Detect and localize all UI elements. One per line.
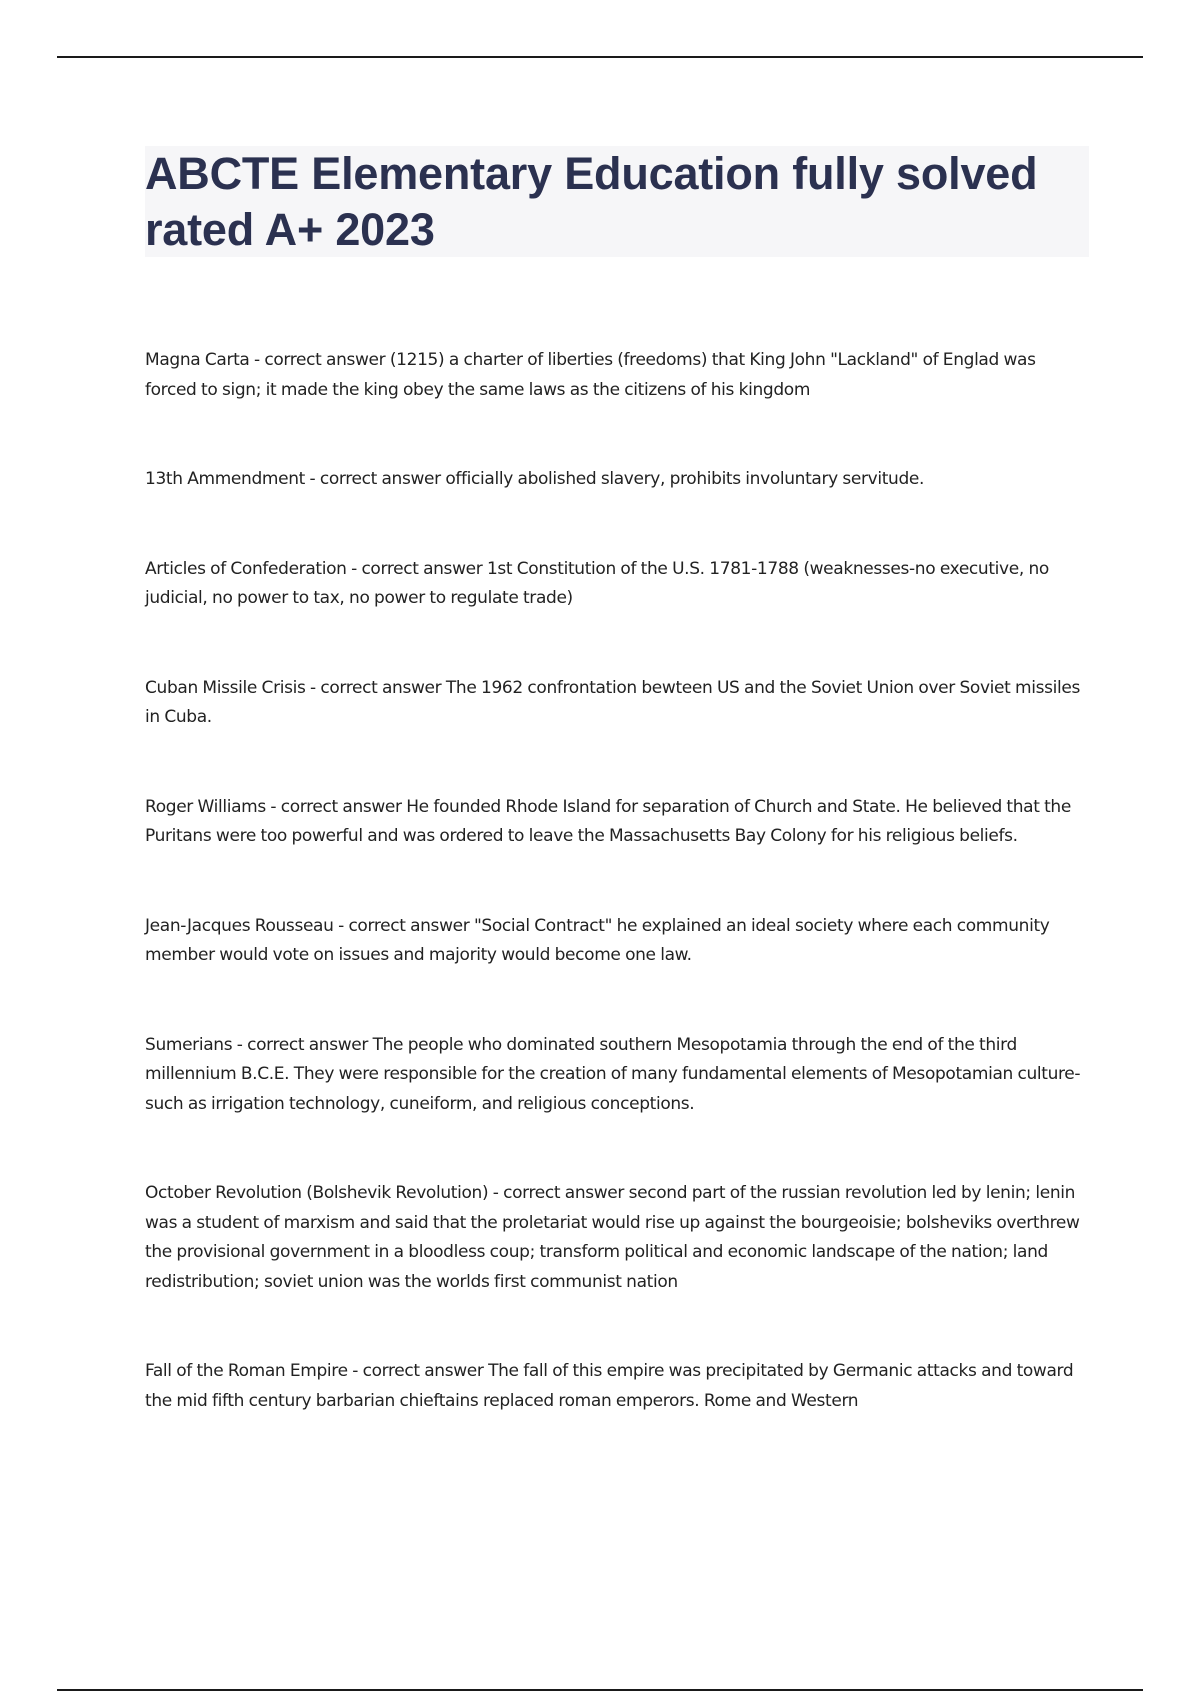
title-block	[145, 146, 1089, 257]
qa-separator: - correct answer	[346, 558, 487, 579]
qa-answer: second part of the russian revolution led by lenin; lenin was a student of marxism and said that the proletariat would rise up against the bourgeoisie; bolsheviks overthrew the provisional government in a bloodless coup; transform political and economic landscape of the nation; land redistribution; soviet union was the worlds first communist nation	[145, 1183, 1080, 1292]
qa-term: Magna Carta	[145, 350, 250, 370]
qa-entry	[145, 674, 1091, 733]
qa-entry	[145, 346, 1091, 405]
qa-entry	[145, 1031, 1091, 1120]
qa-separator: - correct answer	[333, 915, 474, 936]
top-rule	[57, 56, 1143, 58]
qa-term: Roger Williams	[145, 796, 266, 817]
qa-term: October Revolution (Bolshevik Revolution)	[145, 1183, 489, 1203]
qa-entry	[145, 912, 1091, 971]
qa-entry	[145, 465, 1091, 495]
qa-answer: (1215) a charter of liberties (freedoms) that King John "Lackland" of Englad was forced to sign; it made the king obey the same laws as the citizens of his kingdom	[145, 350, 1036, 400]
qa-entry	[145, 793, 1091, 852]
qa-separator: - correct answer	[305, 677, 446, 698]
bottom-rule	[57, 1689, 1143, 1691]
qa-separator: - correct answer	[232, 1034, 373, 1055]
qa-term: Sumerians	[145, 1034, 233, 1055]
qa-answer: "Social Contract" he explained an ideal society where each community member would vote on issues and majority would become one law.	[145, 915, 1050, 965]
qa-answer: officially abolished slavery, prohibits involuntary servitude.	[445, 469, 925, 489]
qa-entry	[145, 1357, 1091, 1416]
qa-term: 13th Ammendment	[145, 469, 305, 489]
qa-answer: The people who dominated southern Mesopotamia through the end of the third millennium B.C.E. They were responsible for the creation of many fundamental elements of Mesopotamian culture-such as irrigation technology, cuneiform, and religious conceptions.	[145, 1034, 1081, 1114]
qa-term: Articles of Confederation	[145, 558, 347, 579]
qa-term: Fall of the Roman Empire	[145, 1361, 348, 1381]
qa-separator: - correct answer	[347, 1361, 489, 1381]
qa-separator: - correct answer	[249, 350, 390, 370]
qa-separator: - correct answer	[304, 469, 446, 489]
qa-answer: The 1962 confrontation bewteen US and the Soviet Union over Soviet missiles in Cuba.	[145, 677, 1080, 727]
qa-list	[145, 346, 1091, 1416]
qa-term: Jean-Jacques Rousseau	[145, 915, 334, 936]
qa-entry	[145, 1179, 1091, 1297]
document-title: ABCTE Elementary Education fully solved rated A+ 2023	[145, 148, 1038, 255]
qa-answer: He founded Rhode Island for separation of Church and State. He believed that the Puritans were too powerful and was ordered to leave the Massachusetts Bay Colony for his religious beliefs.	[145, 796, 1071, 846]
qa-answer: 1st Constitution of the U.S. 1781-1788 (weaknesses-no executive, no judicial, no power to tax, no power to regulate trade)	[145, 558, 1049, 608]
qa-entry	[145, 555, 1091, 614]
qa-term: Cuban Missile Crisis	[145, 677, 306, 698]
qa-separator: - correct answer	[265, 796, 407, 817]
qa-answer: The fall of this empire was precipitated by Germanic attacks and toward the mid fifth century barbarian chieftains replaced roman emperors. Rome and Western	[145, 1361, 1074, 1411]
qa-separator: - correct answer	[488, 1183, 629, 1203]
